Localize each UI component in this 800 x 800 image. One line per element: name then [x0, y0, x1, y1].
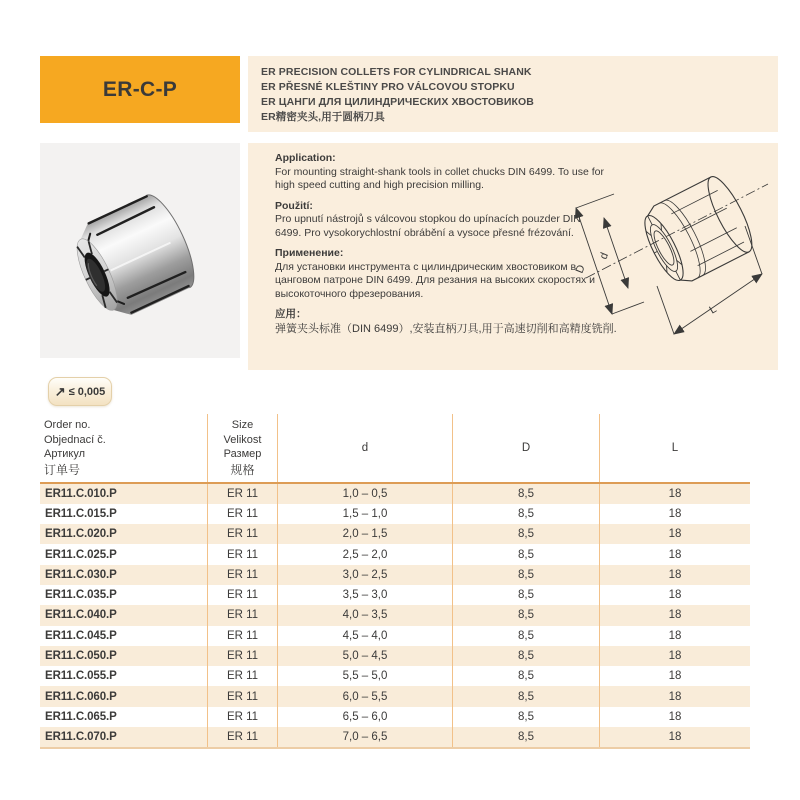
cell-size: ER 11 [208, 544, 278, 564]
cell-D: 8,5 [453, 727, 600, 747]
cell-size: ER 11 [208, 504, 278, 524]
column-header-size [208, 414, 278, 482]
header-line: Order no. [44, 419, 91, 431]
cell-L: 18 [668, 690, 682, 703]
dim-label-D: D [573, 263, 588, 276]
application-body-cn: 弹簧夹头标准（DIN 6499）,安装直柄刀具,用于高速切削和高精度铣削. [275, 322, 617, 335]
header-line: Size [231, 419, 254, 431]
cell-d: 5,5 – 5,0 [278, 666, 453, 686]
product-code-banner [40, 56, 240, 123]
header-letter: L [671, 442, 679, 454]
cell-d: 1,5 – 1,0 [278, 504, 453, 524]
collet-photo-image [40, 143, 240, 358]
cell-size: ER 11 [208, 666, 278, 686]
cell-d: 6,0 – 5,5 [278, 686, 453, 706]
cell-d: 3,5 – 3,0 [278, 585, 453, 605]
cell-D: 8,5 [453, 646, 600, 666]
product-code: ER-C-P [102, 77, 178, 101]
cell-L: 18 [668, 528, 682, 541]
dim-label-d: d [597, 250, 612, 262]
dim-label-L: L [707, 303, 719, 317]
table-row [40, 626, 750, 646]
cell-L: 18 [668, 609, 682, 622]
cell-d: 1,0 – 0,5 [278, 484, 453, 504]
header-line: 规格 [230, 462, 255, 477]
cell-order: ER11.C.025.P [40, 544, 208, 564]
cell-size: ER 11 [208, 686, 278, 706]
header-line: Артикул [44, 448, 86, 460]
cell-size: ER 11 [208, 585, 278, 605]
table-row [40, 565, 750, 585]
cell-size: ER 11 [208, 727, 278, 747]
application-panel [248, 143, 778, 370]
arrow-up-right-icon: ↗ [54, 384, 66, 399]
header-line: Objednací č. [44, 433, 106, 446]
application-heading-ru: Применение: [275, 247, 344, 259]
cell-d: 4,5 – 4,0 [278, 626, 453, 646]
cell-D: 8,5 [453, 544, 600, 564]
cell-order: ER11.C.060.P [40, 686, 208, 706]
title-line-en: ER PRECISION COLLETS FOR CYLINDRICAL SHANK [261, 66, 532, 78]
application-body-cz: Pro upnutí nástrojů s válcovou stopkou do upínacích pouzder DIN 6499. Pro vysokorychlostní obrábění a vysoce přesné frézování. [275, 213, 581, 239]
cell-order: ER11.C.045.P [40, 626, 208, 646]
runout-value: ≤ 0,005 [68, 385, 106, 398]
cell-L: 18 [668, 731, 682, 744]
cell-D: 8,5 [453, 585, 600, 605]
cell-L: 18 [668, 650, 682, 663]
column-header-L [600, 414, 750, 482]
header-line: Размер [223, 448, 262, 460]
column-header-d [278, 414, 453, 482]
header-line: Velikost [223, 433, 262, 446]
cell-order: ER11.C.010.P [40, 484, 208, 504]
cell-order: ER11.C.020.P [40, 524, 208, 544]
cell-size: ER 11 [208, 565, 278, 585]
table-row [40, 504, 750, 524]
title-line-cn: ER精密夹头,用于圆柄刀具 [261, 111, 385, 123]
cell-order: ER11.C.050.P [40, 646, 208, 666]
cell-d: 5,0 – 4,5 [278, 646, 453, 666]
title-line-ru: ER ЦАНГИ ДЛЯ ЦИЛИНДРИЧЕСКИХ ХВОСТОВИКОВ [261, 96, 534, 108]
cell-L: 18 [668, 670, 682, 683]
cell-L: 18 [668, 589, 682, 602]
cell-L: 18 [668, 568, 682, 581]
application-heading-cz: Použití: [275, 199, 313, 212]
table-row [40, 727, 750, 747]
spec-table-body [40, 482, 750, 750]
table-row [40, 605, 750, 625]
cell-D: 8,5 [453, 707, 600, 727]
application-body-ru: Для установки инструмента с цилиндрическим хвостовиком в цанговом патроне DIN 6499. Для резания на высоких скоростях и высокоточного фрезерования. [275, 260, 596, 300]
collet-dimension-drawing [556, 151, 774, 361]
cell-order: ER11.C.030.P [40, 565, 208, 585]
application-heading-en: Application: [275, 152, 336, 164]
header-line: 订单号 [44, 462, 81, 477]
cell-L: 18 [668, 507, 682, 520]
cell-size: ER 11 [208, 524, 278, 544]
cell-order: ER11.C.040.P [40, 605, 208, 625]
cell-order: ER11.C.055.P [40, 666, 208, 686]
cell-order: ER11.C.035.P [40, 585, 208, 605]
cell-size: ER 11 [208, 626, 278, 646]
cell-D: 8,5 [453, 666, 600, 686]
table-row [40, 666, 750, 686]
cell-d: 2,0 – 1,5 [278, 524, 453, 544]
cell-size: ER 11 [208, 605, 278, 625]
cell-size: ER 11 [208, 484, 278, 504]
cell-d: 7,0 – 6,5 [278, 727, 453, 747]
column-header-D [453, 414, 600, 482]
cell-d: 2,5 – 2,0 [278, 544, 453, 564]
table-row [40, 585, 750, 605]
cell-d: 3,0 – 2,5 [278, 565, 453, 585]
table-row [40, 544, 750, 564]
cell-size: ER 11 [208, 707, 278, 727]
cell-L: 18 [668, 548, 682, 561]
title-line-cz: ER PŘESNÉ KLEŠTINY PRO VÁLCOVOU STOPKU [261, 81, 515, 93]
table-row [40, 686, 750, 706]
cell-D: 8,5 [453, 605, 600, 625]
collet-outline [635, 172, 760, 291]
column-header-order [40, 414, 208, 482]
cell-D: 8,5 [453, 626, 600, 646]
cell-d: 6,5 – 6,0 [278, 707, 453, 727]
cell-D: 8,5 [453, 484, 600, 504]
cell-D: 8,5 [453, 686, 600, 706]
header-letter: d [361, 442, 369, 454]
technical-drawing [556, 151, 774, 361]
application-heading-cn: 应用： [275, 308, 307, 320]
runout-badge [48, 377, 112, 406]
product-title-block [248, 56, 778, 132]
cell-L: 18 [668, 487, 682, 500]
cell-order: ER11.C.065.P [40, 707, 208, 727]
table-row [40, 484, 750, 504]
table-row [40, 524, 750, 544]
cell-order: ER11.C.070.P [40, 727, 208, 747]
table-row [40, 646, 750, 666]
product-photo [40, 143, 240, 358]
spec-table [40, 414, 750, 749]
cell-D: 8,5 [453, 504, 600, 524]
application-body-en: For mounting straight-shank tools in collet chucks DIN 6499. To use for high speed cutting and high precision milling. [275, 165, 604, 191]
header-letter: D [521, 442, 531, 454]
cell-L: 18 [668, 710, 682, 723]
cell-d: 4,0 – 3,5 [278, 605, 453, 625]
table-header [40, 414, 750, 482]
cell-order: ER11.C.015.P [40, 504, 208, 524]
cell-L: 18 [668, 629, 682, 642]
table-row [40, 707, 750, 727]
cell-size: ER 11 [208, 646, 278, 666]
cell-D: 8,5 [453, 524, 600, 544]
cell-D: 8,5 [453, 565, 600, 585]
